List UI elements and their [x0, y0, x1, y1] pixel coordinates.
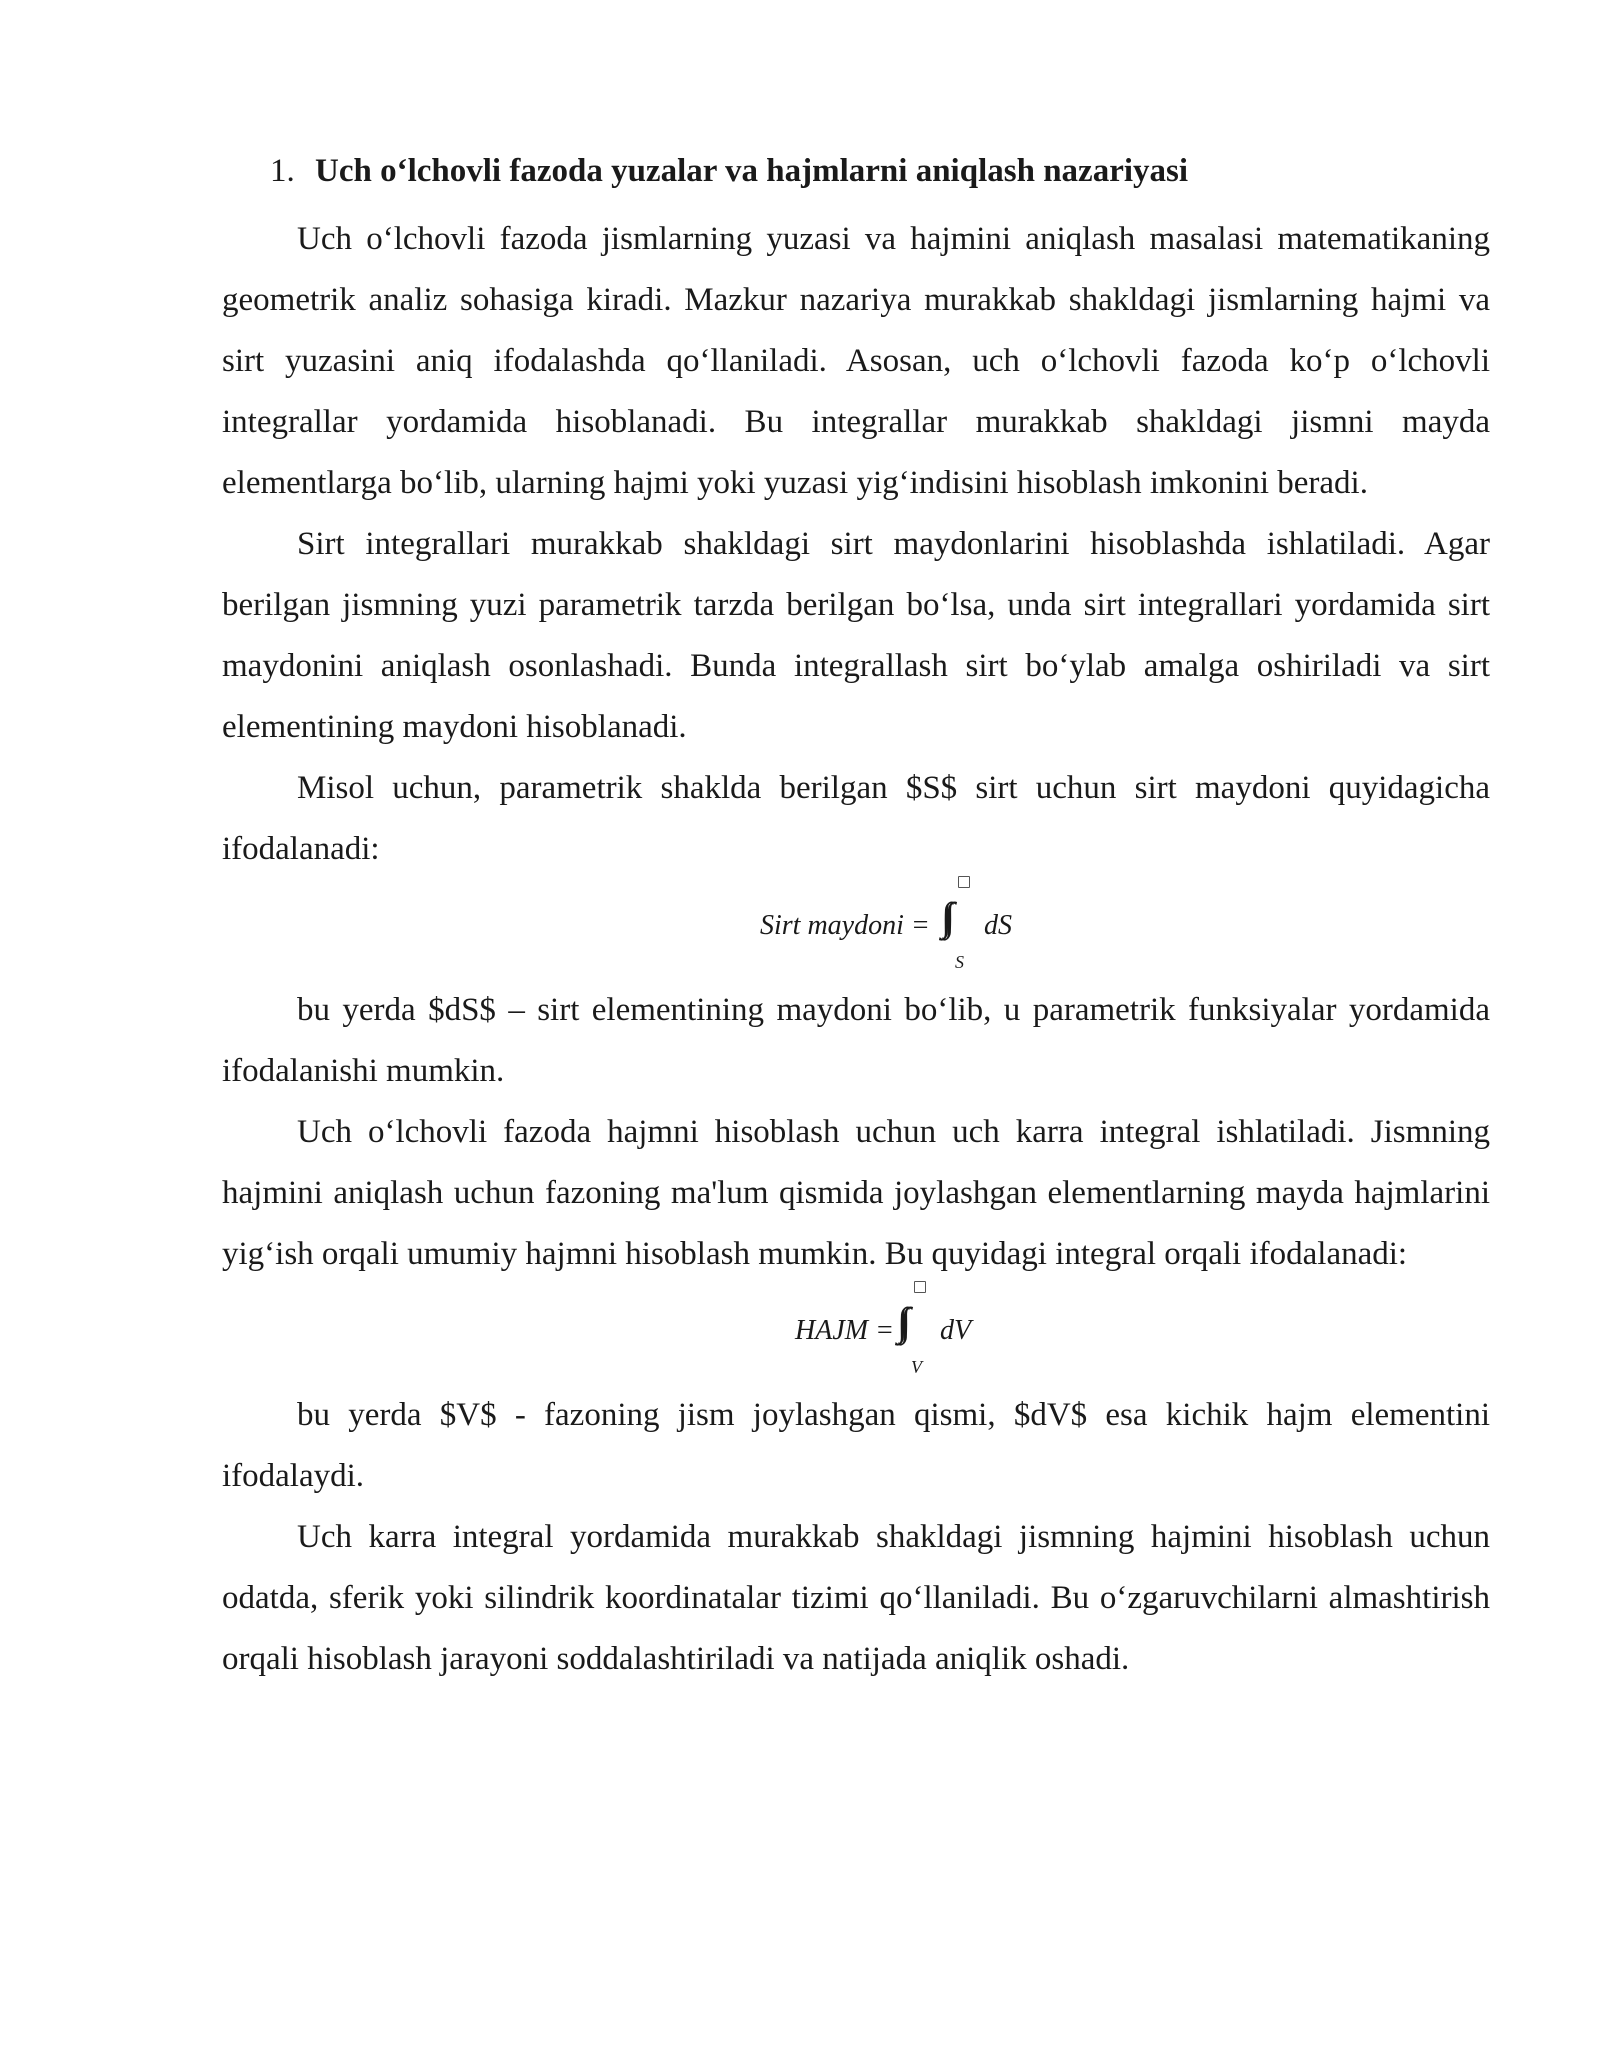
- formula-volume-subscript: V: [911, 1357, 922, 1377]
- section-number: 1.: [270, 153, 295, 189]
- formula-surface-lhs: Sirt maydoni =: [760, 910, 930, 941]
- formula-surface-rhs: dS: [984, 910, 1012, 941]
- placeholder-box-icon: [958, 876, 970, 888]
- section-heading: [222, 148, 1490, 194]
- paragraph-dv-explanation: bu yerda $V$ - fazoning jism joylashgan qismi, $dV$ esa kichik hajm elementini ifodalaydi.: [222, 1397, 1490, 1494]
- formula-surface-area: [222, 880, 1490, 980]
- formula-volume-lhs: HAJM =: [795, 1315, 894, 1346]
- paragraph-coordinate-systems: Uch karra integral yordamida murakkab shakldagi jismning hajmini hisoblash uchun odatda, sferik yoki silindrik koordinatalar tizimi qo‘llaniladi. Bu o‘zgaruvchilarni almashtirish orqali hisoblash jarayoni soddalashtiriladi va natijada aniqlik oshadi.: [222, 1519, 1490, 1677]
- formula-volume-rhs: dV: [940, 1315, 972, 1346]
- section-title: Uch o‘lchovli fazoda yuzalar va hajmlarni aniqlash nazariyasi: [315, 153, 1189, 189]
- paragraph-surface-example: Misol uchun, parametrik shaklda berilgan $S$ sirt uchun sirt maydoni quyidagicha ifodalanadi:: [222, 770, 1490, 867]
- paragraph-surface-integrals: Sirt integrallari murakkab shakldagi sirt maydonlarini hisoblashda ishlatiladi. Agar berilgan jismning yuzi parametrik tarzda berilgan bo‘lsa, unda sirt integrallari yordamida sirt maydonini aniqlash osonlashadi. Bunda integrallash sirt bo‘ylab amalga oshiriladi va sirt elementining maydoni hisoblanadi.: [222, 526, 1490, 745]
- paragraph-volume-integrals: Uch o‘lchovli fazoda hajmni hisoblash uchun uch karra integral ishlatiladi. Jismning hajmini aniqlash uchun fazoning ma'lum qismida joylashgan elementlarning mayda hajmlarini yig‘ish orqali umumiy hajmni hisoblash mumkin. Bu quyidagi integral orqali ifodalanadi:: [222, 1114, 1490, 1272]
- paragraph-ds-explanation: bu yerda $dS$ – sirt elementining maydoni bo‘lib, u parametrik funksiyalar yordamida ifodalanishi mumkin.: [222, 992, 1490, 1089]
- formula-volume: [222, 1285, 1490, 1385]
- paragraph-intro: Uch o‘lchovli fazoda jismlarning yuzasi va hajmini aniqlash masalasi matematikaning geometrik analiz sohasiga kiradi. Mazkur nazariya murakkab shakldagi jismlarning hajmi va sirt yuzasini aniq ifodalashda qo‘llaniladi. Asosan, uch o‘lchovli fazoda ko‘p o‘lchovli integrallar yordamida hisoblanadi. Bu integrallar murakkab shakldagi jismni mayda elementlarga bo‘lib, ularning hajmi yoki yuzasi yig‘indisini hisoblash imkonini beradi.: [222, 221, 1490, 501]
- formula-surface-subscript: S: [955, 952, 964, 972]
- document-page: [222, 148, 1490, 1690]
- placeholder-box-icon: [914, 1281, 926, 1293]
